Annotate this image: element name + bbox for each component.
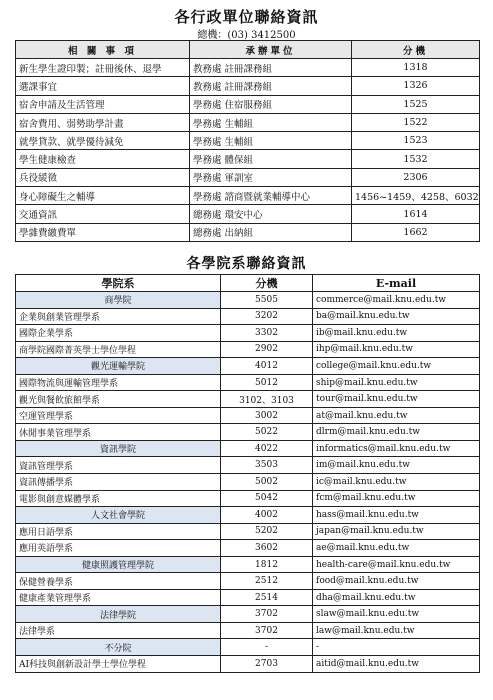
- department-email-cell[interactable]: hass@mail.knu.edu.tw: [313, 507, 480, 524]
- admin-unit-cell: 學務處 諮商暨就業輔導中心: [190, 187, 352, 205]
- department-email-cell[interactable]: health-care@mail.knu.edu.tw: [313, 556, 480, 573]
- department-ext-cell: 2512: [221, 573, 313, 590]
- admin-item-cell: 交通資訊: [16, 205, 190, 223]
- department-row: [16, 622, 480, 639]
- department-email-cell[interactable]: -: [313, 639, 480, 656]
- department-ext-cell: -: [221, 639, 313, 656]
- department-ext-cell: 1812: [221, 556, 313, 573]
- department-name-cell: 觀光運輸學院: [16, 358, 221, 375]
- department-name-cell: 商學院國際菁英學士學位學程: [16, 341, 221, 358]
- admin-ext-cell: 1532: [352, 150, 480, 168]
- admin-ext-cell: 2306: [352, 168, 480, 186]
- college-row: [16, 440, 480, 457]
- department-row: [16, 424, 480, 441]
- table-row: [16, 150, 480, 168]
- header-unit: 承辦單位: [190, 41, 352, 59]
- admin-item-cell: 學生健康檢查: [16, 150, 190, 168]
- department-email-cell[interactable]: ihp@mail.knu.edu.tw: [313, 341, 480, 358]
- department-name-cell: 健康照護管理學院: [16, 556, 221, 573]
- admin-table-header: [16, 41, 480, 59]
- department-ext-cell: 2703: [221, 656, 313, 673]
- department-row: [16, 573, 480, 590]
- department-email-cell[interactable]: im@mail.knu.edu.tw: [313, 457, 480, 474]
- department-email-cell[interactable]: commerce@mail.knu.edu.tw: [313, 292, 480, 309]
- department-ext-cell: 3002: [221, 407, 313, 424]
- college-row: [16, 556, 480, 573]
- department-email-cell[interactable]: college@mail.knu.edu.tw: [313, 358, 480, 375]
- department-ext-cell: 3102、3103: [221, 391, 313, 408]
- table-row: [16, 77, 480, 95]
- department-email-cell[interactable]: dha@mail.knu.edu.tw: [313, 589, 480, 606]
- switchboard-number: 總機：(03) 3412500: [197, 30, 296, 41]
- department-ext-cell: 3602: [221, 540, 313, 557]
- table-row: [16, 59, 480, 77]
- department-row: [16, 391, 480, 408]
- department-email-cell[interactable]: slaw@mail.knu.edu.tw: [313, 606, 480, 623]
- department-name-cell: 法律學院: [16, 606, 221, 623]
- department-email-cell[interactable]: informatics@mail.knu.edu.tw: [313, 440, 480, 457]
- department-email-cell[interactable]: law@mail.knu.edu.tw: [313, 622, 480, 639]
- department-email-cell[interactable]: at@mail.knu.edu.tw: [313, 407, 480, 424]
- department-name-cell: 資訊管理學系: [16, 457, 221, 474]
- admin-ext-cell: 1456~1459、4258、6032: [352, 187, 480, 205]
- department-ext-cell: 4002: [221, 507, 313, 524]
- admin-unit-cell: 學務處 住宿服務組: [190, 95, 352, 113]
- admin-ext-cell: 1523: [352, 132, 480, 150]
- admin-item-cell: 選課事宜: [16, 77, 190, 95]
- department-ext-cell: 4022: [221, 440, 313, 457]
- admin-unit-cell: 學務處 生輔組: [190, 113, 352, 131]
- department-name-cell: 觀光與餐飲旅館學系: [16, 391, 221, 408]
- department-ext-cell: 3702: [221, 606, 313, 623]
- admin-unit-cell: 學務處 生輔組: [190, 132, 352, 150]
- table-row: [16, 168, 480, 186]
- admin-ext-cell: 1318: [352, 59, 480, 77]
- header-email: E-mail: [313, 275, 480, 292]
- department-name-cell: AI科技與創新設計學士學位學程: [16, 656, 221, 673]
- admin-item-cell: 新生學生證印製；註冊後休、退學: [16, 59, 190, 77]
- department-row: [16, 308, 480, 325]
- department-name-cell: 電影與創意媒體學系: [16, 490, 221, 507]
- department-ext-cell: 3302: [221, 325, 313, 342]
- department-name-cell: 應用日語學系: [16, 523, 221, 540]
- admin-ext-cell: 1662: [352, 223, 480, 241]
- department-email-cell[interactable]: ship@mail.knu.edu.tw: [313, 374, 480, 391]
- admin-item-cell: 兵役緩徵: [16, 168, 190, 186]
- admin-contact-title: 各行政單位聯絡資訊: [174, 8, 319, 26]
- department-name-cell: 資訊學院: [16, 440, 221, 457]
- table-row: [16, 95, 480, 113]
- admin-ext-cell: 1614: [352, 205, 480, 223]
- header-ext: 分機: [352, 41, 480, 59]
- admin-contact-table: [15, 40, 480, 242]
- department-name-cell: 空運管理學系: [16, 407, 221, 424]
- department-name-cell: 商學院: [16, 292, 221, 309]
- department-name-cell: 資訊傳播學系: [16, 474, 221, 491]
- college-row: [16, 639, 480, 656]
- college-row: [16, 358, 480, 375]
- department-ext-cell: 5202: [221, 523, 313, 540]
- department-row: [16, 457, 480, 474]
- department-row: [16, 325, 480, 342]
- admin-item-cell: 身心障礙生之輔導: [16, 187, 190, 205]
- department-table-header: [16, 275, 480, 292]
- department-name-cell: 人文社會學院: [16, 507, 221, 524]
- admin-unit-cell: 教務處 註冊課務組: [190, 77, 352, 95]
- department-email-cell[interactable]: dlrm@mail.knu.edu.tw: [313, 424, 480, 441]
- department-row: [16, 374, 480, 391]
- department-ext-cell: 3503: [221, 457, 313, 474]
- department-email-cell[interactable]: japan@mail.knu.edu.tw: [313, 523, 480, 540]
- department-row: [16, 540, 480, 557]
- department-name-cell: 法律學系: [16, 622, 221, 639]
- department-email-cell[interactable]: aitid@mail.knu.edu.tw: [313, 656, 480, 673]
- admin-unit-cell: 教務處 註冊課務組: [190, 59, 352, 77]
- table-row: [16, 205, 480, 223]
- department-row: [16, 490, 480, 507]
- department-row: [16, 341, 480, 358]
- department-row: [16, 656, 480, 673]
- college-row: [16, 507, 480, 524]
- college-row: [16, 606, 480, 623]
- admin-unit-cell: 總務處 出納組: [190, 223, 352, 241]
- department-email-cell[interactable]: ae@mail.knu.edu.tw: [313, 540, 480, 557]
- department-ext-cell: 2514: [221, 589, 313, 606]
- header-item: 相 關 事 項: [16, 41, 190, 59]
- department-contact-table: [15, 274, 480, 673]
- department-contact-title: 各學院系聯絡資訊: [186, 256, 307, 272]
- department-ext-cell: 5012: [221, 374, 313, 391]
- header-ext: 分機: [221, 275, 313, 292]
- department-email-cell[interactable]: ic@mail.knu.edu.tw: [313, 474, 480, 491]
- admin-ext-cell: 1326: [352, 77, 480, 95]
- department-email-cell[interactable]: food@mail.knu.edu.tw: [313, 573, 480, 590]
- department-ext-cell: 5042: [221, 490, 313, 507]
- table-row: [16, 187, 480, 205]
- department-name-cell: 保健營養學系: [16, 573, 221, 590]
- department-ext-cell: 3202: [221, 308, 313, 325]
- department-row: [16, 474, 480, 491]
- department-name-cell: 國際物流與運輸管理學系: [16, 374, 221, 391]
- department-name-cell: 健康產業管理學系: [16, 589, 221, 606]
- table-row: [16, 132, 480, 150]
- admin-item-cell: 就學貸款、就學優待減免: [16, 132, 190, 150]
- department-name-cell: 休閒事業管理學系: [16, 424, 221, 441]
- department-name-cell: 不分院: [16, 639, 221, 656]
- admin-unit-cell: 學務處 體保組: [190, 150, 352, 168]
- department-email-cell[interactable]: tour@mail.knu.edu.tw: [313, 391, 480, 408]
- department-row: [16, 523, 480, 540]
- department-ext-cell: 5002: [221, 474, 313, 491]
- department-email-cell[interactable]: ib@mail.knu.edu.tw: [313, 325, 480, 342]
- department-ext-cell: 4012: [221, 358, 313, 375]
- department-email-cell[interactable]: fcm@mail.knu.edu.tw: [313, 490, 480, 507]
- table-row: [16, 113, 480, 131]
- department-ext-cell: 5505: [221, 292, 313, 309]
- admin-item-cell: 宿舍申請及生活管理: [16, 95, 190, 113]
- admin-unit-cell: 總務處 環安中心: [190, 205, 352, 223]
- department-ext-cell: 5022: [221, 424, 313, 441]
- admin-unit-cell: 學務處 軍訓室: [190, 168, 352, 186]
- department-name-cell: 國際企業學系: [16, 325, 221, 342]
- department-row: [16, 589, 480, 606]
- department-ext-cell: 3702: [221, 622, 313, 639]
- table-row: [16, 223, 480, 241]
- header-department: 學院系: [16, 275, 221, 292]
- department-email-cell[interactable]: ba@mail.knu.edu.tw: [313, 308, 480, 325]
- department-name-cell: 企業與創業管理學系: [16, 308, 221, 325]
- admin-item-cell: 學雜費繳費單: [16, 223, 190, 241]
- college-row: [16, 292, 480, 309]
- admin-ext-cell: 1522: [352, 113, 480, 131]
- admin-ext-cell: 1525: [352, 95, 480, 113]
- admin-item-cell: 宿舍費用、弱勢助學計畫: [16, 113, 190, 131]
- department-ext-cell: 2902: [221, 341, 313, 358]
- department-row: [16, 407, 480, 424]
- department-name-cell: 應用英語學系: [16, 540, 221, 557]
